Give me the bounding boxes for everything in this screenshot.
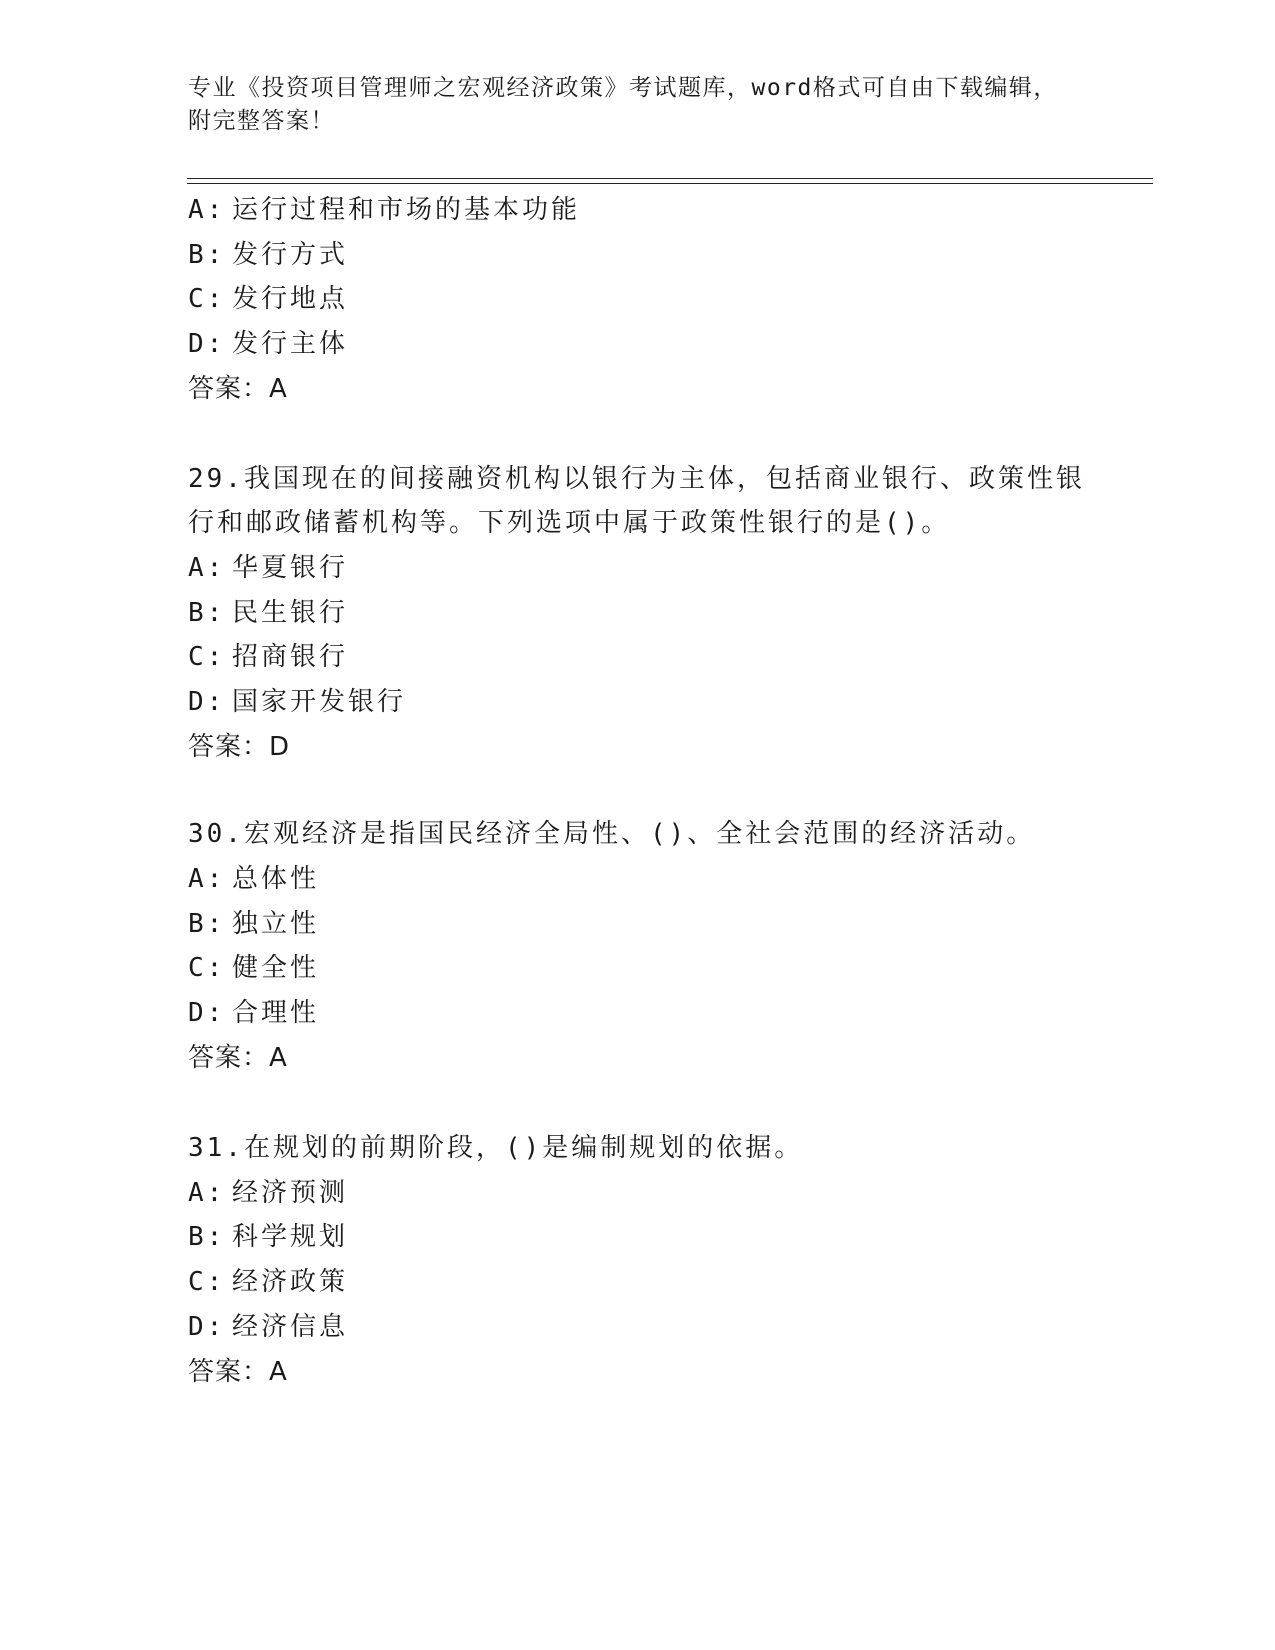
option-a: A: 总体性 xyxy=(188,864,320,894)
answer-line: 答案：D xyxy=(188,732,291,762)
option-c: C: 发行地点 xyxy=(188,284,349,314)
option-c: C: 经济政策 xyxy=(188,1267,349,1297)
option-b: B: 独立性 xyxy=(188,909,320,939)
option-a: A: 经济预测 xyxy=(188,1178,349,1208)
option-d: D: 经济信息 xyxy=(188,1312,349,1342)
header-divider xyxy=(187,178,1153,184)
answer-line: 答案：A xyxy=(188,374,288,404)
option-b: B: 民生银行 xyxy=(188,598,349,628)
question-stem-continued: 行和邮政储蓄机构等。下列选项中属于政策性银行的是()。 xyxy=(188,508,951,538)
question-stem: 29.我国现在的间接融资机构以银行为主体，包括商业银行、政策性银 xyxy=(188,464,1085,494)
option-c: C: 健全性 xyxy=(188,953,320,983)
option-a: A: 运行过程和市场的基本功能 xyxy=(188,195,581,225)
question-stem: 31.在规划的前期阶段，()是编制规划的依据。 xyxy=(188,1133,804,1163)
question-stem: 30.宏观经济是指国民经济全局性、()、全社会范围的经济活动。 xyxy=(188,819,1036,849)
document-header xyxy=(188,72,1068,138)
option-d: D: 合理性 xyxy=(188,998,320,1028)
header-line-1: 专业《投资项目管理师之宏观经济政策》考试题库，word格式可自由下载编辑， xyxy=(188,75,1058,101)
option-c: C: 招商银行 xyxy=(188,642,349,672)
header-line-2: 附完整答案！ xyxy=(188,108,335,134)
answer-line: 答案：A xyxy=(188,1357,288,1387)
option-d: D: 发行主体 xyxy=(188,329,349,359)
option-d: D: 国家开发银行 xyxy=(188,687,407,717)
option-b: B: 科学规划 xyxy=(188,1222,349,1252)
answer-line: 答案：A xyxy=(188,1043,288,1073)
option-a: A: 华夏银行 xyxy=(188,553,349,583)
option-b: B: 发行方式 xyxy=(188,240,349,270)
